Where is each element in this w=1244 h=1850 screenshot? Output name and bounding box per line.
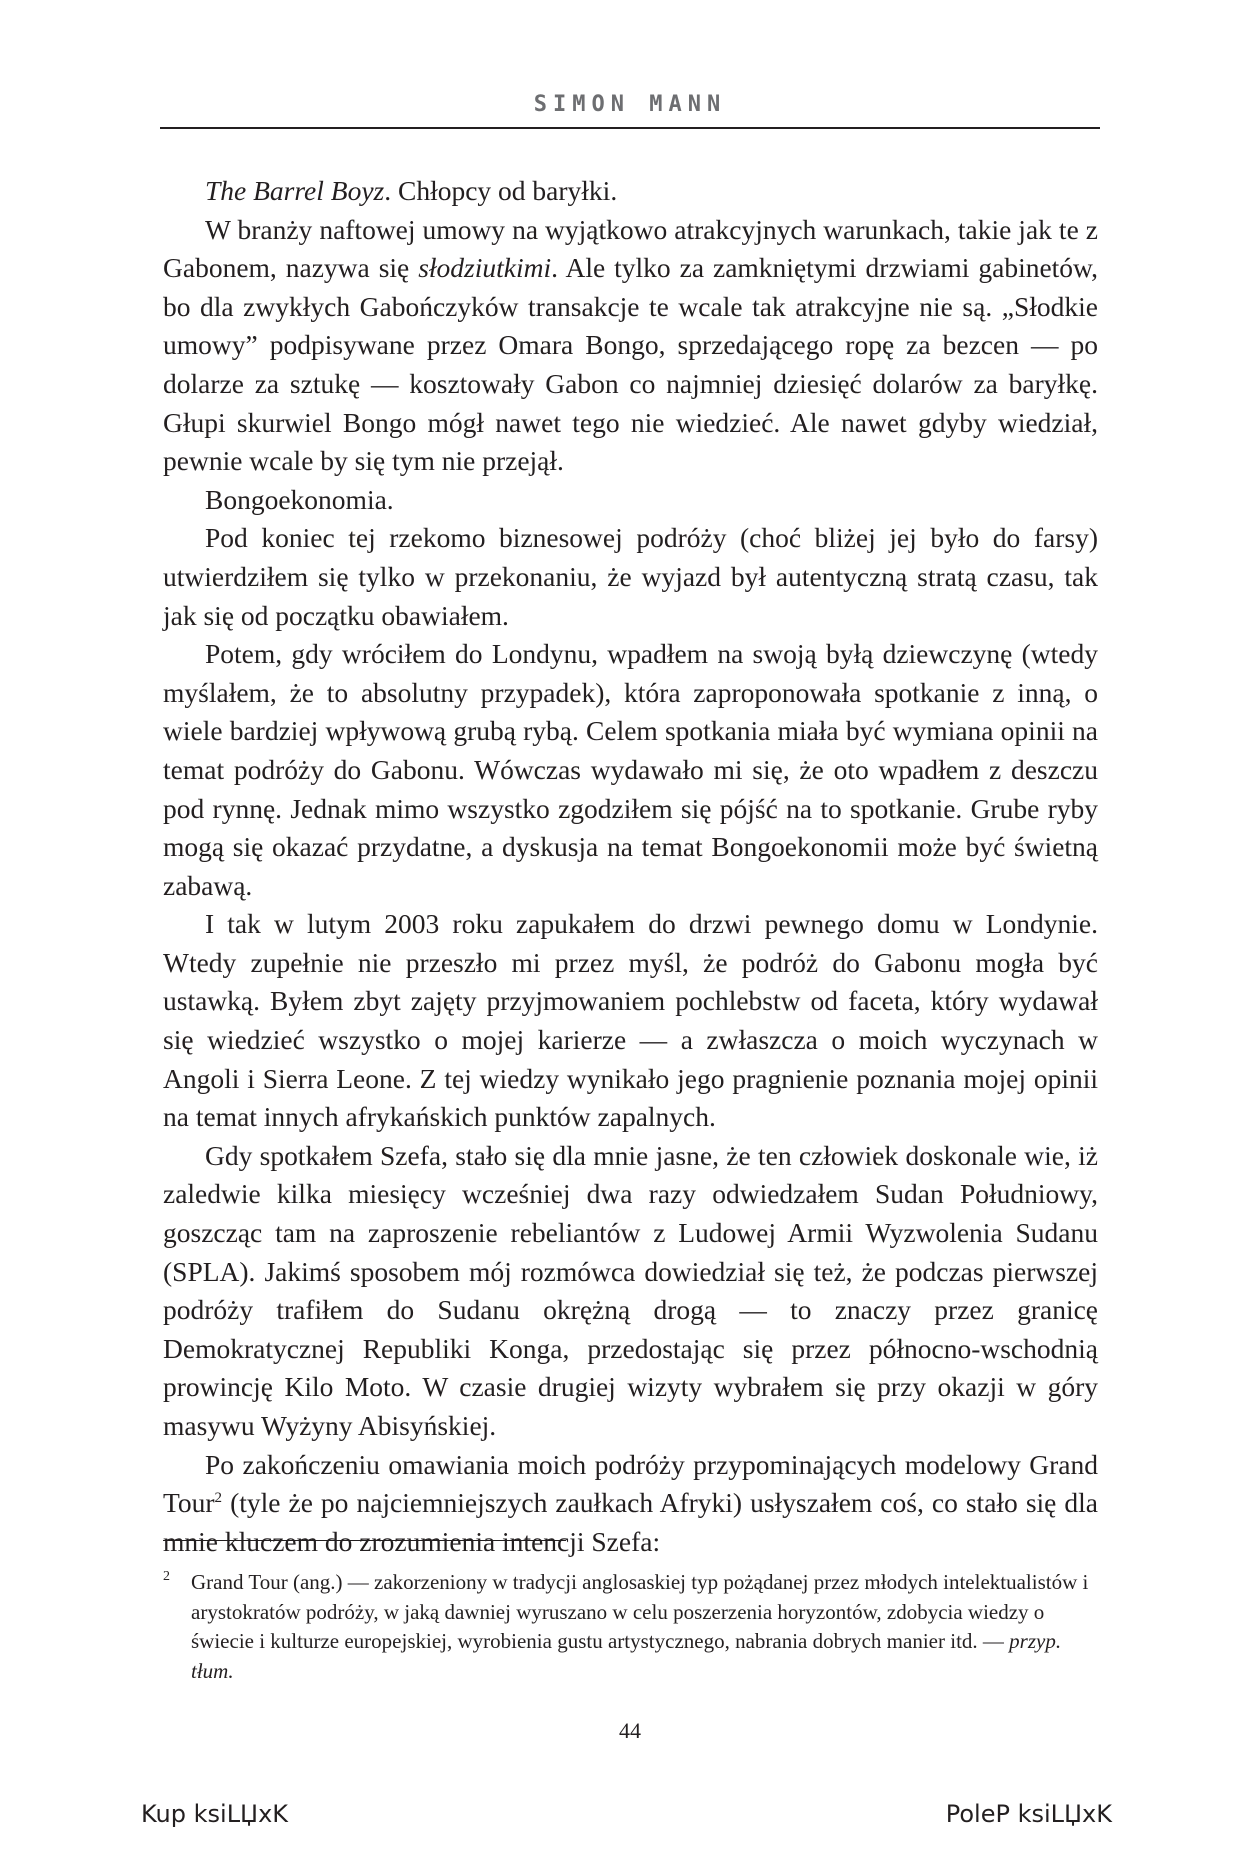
footnote-reference: 2 — [214, 1490, 223, 1507]
paragraph — [163, 211, 1098, 481]
italic-text: przyp. tłum. — [191, 1629, 1062, 1683]
text-run: (tyle że po najciemniejszych zaułkach Afryki) usłyszałem coś, co stało się dla mnie kluczem do zrozumienia intencji Szefa: — [163, 1487, 1098, 1557]
buy-book-link[interactable]: Kup ksiLЏxK — [141, 1800, 289, 1828]
text-run: Potem, gdy wróciłem do Londynu, wpadłem na swoją byłą dziewczynę (wtedy myślałem, że to absolutny przypadek), która zaproponowała spotkanie z inną, o wiele bardziej wpływową grubą rybą. Celem spotkania miała być wymiana opinii na temat podróży do Gabonu. Wówczas wydawało mi się, że oto wpadłem z deszczu pod rynnę. Jednak mimo wszystko zgodziłem się pójść na to spotkanie. Grube ryby mogą się okazać przydatne, a dyskusja na temat Bongoekonomii może być świetną zabawą. — [163, 638, 1098, 901]
footnote-rule — [163, 1540, 566, 1541]
text-run: Gdy spotkałem Szefa, stało się dla mnie jasne, że ten człowiek doskonale wie, iż zaledwie kilka miesięcy wcześniej dwa razy odwiedzałem Sudan Południowy, goszcząc tam na zaproszenie rebeliantów z Ludowej Armii Wyzwolenia Sudanu (SPLA). Jakimś sposobem mój rozmówca dowiedział się też, że podczas pierwszej podróży trafiłem do Sudanu okrężną drogą — to znaczy przez granicę Demokratycznej Republiki Konga, przedostając się przez północno-wschodnią prowincję Kilo Moto. W czasie drugiej wizyty wybrałem się przy okazji w góry masywu Wyżyny Abisyńskiej. — [163, 1139, 1098, 1441]
header-rule — [160, 127, 1100, 129]
page-number: 44 — [619, 1718, 641, 1743]
running-header: SIMON MANN — [533, 92, 727, 117]
text-run: . Ale tylko za zamkniętymi drzwiami gabinetów, bo dla zwykłych Gabończyków transakcje te wcale tak atrakcyjne nie są. „Słodkie umowy” podpisywane przez Omara Bongo, sprzedającego ropę za bezcen — po dolarze za sztukę — kosztowały Gabon co najmniej dziesięć dolarów za baryłkę. Głupi skurwiel Bongo mógł nawet tego nie wiedzieć. Ale nawet gdyby wiedział, pewnie wcale by się tym nie przejął. — [163, 252, 1098, 477]
footnote — [163, 1568, 1098, 1686]
text-run: Pod koniec tej rzekomo biznesowej podróży (choć bliżej jej było do farsy) utwierdziłem się tylko w przekonaniu, że wyjazd był autentyczną stratą czasu, tak jak się od początku obawiałem. — [163, 522, 1098, 631]
text-run: Po zakończeniu omawiania moich podróży przypominających modelowy Grand Tour — [163, 1448, 1098, 1519]
paragraph — [163, 1446, 1098, 1562]
italic-text: słodziutkimi — [418, 252, 552, 284]
paragraph — [163, 635, 1098, 905]
paragraph — [163, 519, 1098, 635]
footnote-text — [191, 1568, 1098, 1686]
recommend-book-link[interactable]: PoleP ksiLЏxK — [945, 1800, 1112, 1828]
text-run: Bongoekonomia. — [205, 483, 394, 515]
text-run: Grand Tour (ang.) — zakorzeniony w tradycji anglosaskiej typ pożądanej przez młodych intelektualistów i arystokratów podróży, w jaką dawniej wyruszano w celu poszerzenia horyzontów, zdobycia wiedzy o świecie i kulturze europejskiej, wyrobienia gustu artystycznego, nabrania dobrych manier itd. — — [191, 1570, 1089, 1653]
paragraph — [163, 1137, 1098, 1446]
paragraph — [163, 481, 1098, 520]
text-run: I tak w lutym 2003 roku zapukałem do drzwi pewnego domu w Londynie. Wtedy zupełnie nie przeszło mi przez myśl, że podróż do Gabonu mogła być ustawką. Byłem zbyt zajęty przyjmowaniem pochlebstw od faceta, który wydawał się wiedzieć wszystko o mojej karierze — a zwłaszcza o moich wyczynach w Angoli i Sierra Leone. Z tej wiedzy wynikało jego pragnienie poznania mojej opinii na temat innych afrykańskich punktów zapalnych. — [163, 908, 1098, 1133]
text-run: . Chłopcy od baryłki. — [384, 175, 618, 206]
paragraph — [163, 905, 1098, 1137]
italic-text: The Barrel Boyz — [205, 175, 385, 206]
text-run: W branży naftowej umowy na wyjątkowo atrakcyjnych warunkach, takie jak te z Gabonem, nazywa się — [163, 213, 1098, 284]
body-text — [163, 172, 1098, 1561]
footnote-number: 2 — [163, 1569, 170, 1584]
paragraph — [163, 172, 1098, 211]
